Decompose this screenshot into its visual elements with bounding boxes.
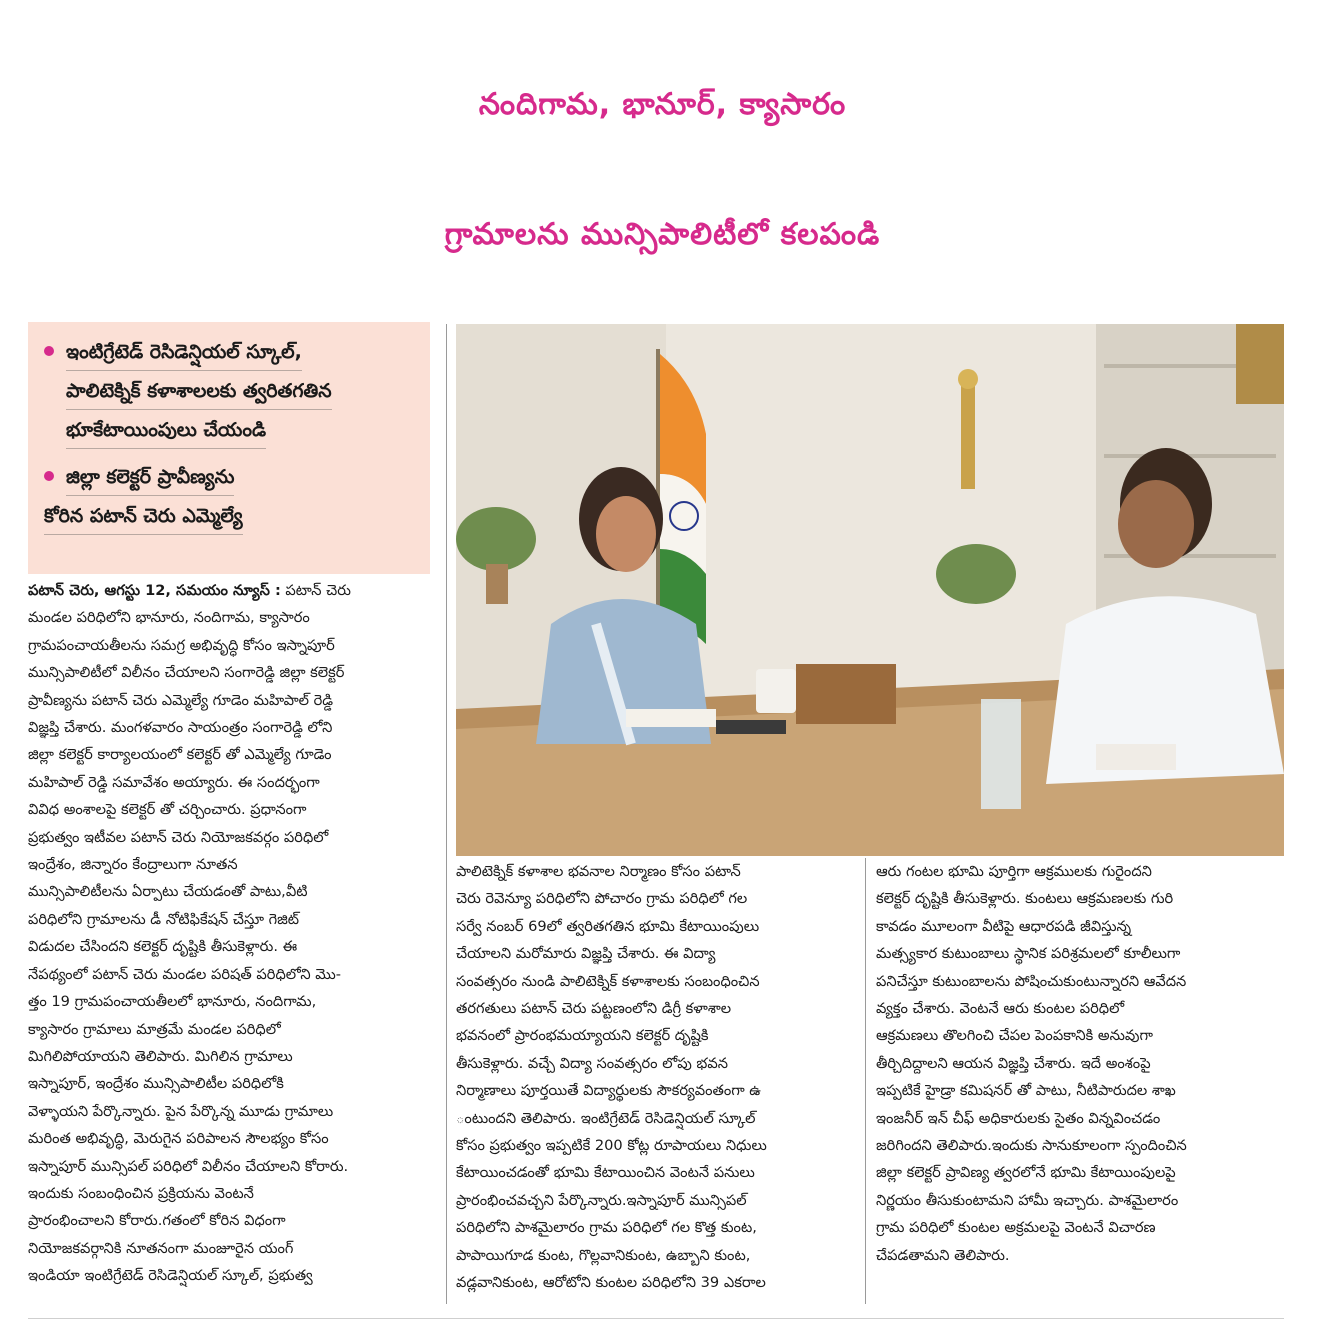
news-photo (456, 324, 1284, 856)
article-line: వడ్లవానికుంట, ఆరోటోని కుంటల పరిధిలోని 39 ఎకరాల (456, 1274, 766, 1292)
bullet-icon (44, 471, 54, 481)
article-line: ప్రారంభించాలని కోరారు.గతంలో కోరిన విధంగా (28, 1212, 286, 1230)
article-line: ఇండియా ఇంటిగ్రేటెడ్ రెసిడెన్షియల్ స్కూల్, ప్రభుత్వ (28, 1267, 313, 1285)
highlight-line: పాలిటెక్నిక్ కళాశాలలకు త్వరితగతిన (66, 373, 332, 410)
article-line: పాపాయిగూడ కుంట, గొల్లవానికుంట, ఉబ్బాని కుంట, (456, 1246, 751, 1264)
article-line: ఇంజనీర్ ఇన్ చీఫ్ అధికారులకు సైతం విన్నవించడం (876, 1109, 1161, 1127)
article-column-2 (456, 858, 856, 1297)
dateline: పటాన్ చెరు, ఆగస్టు 12, సమయం న్యూస్ : (28, 582, 281, 599)
article-line: క్యాసారం గ్రామాలు మాత్రమే మండల పరిధిలో (28, 1020, 281, 1038)
article-line: జిల్లా కలెక్టర్ ప్రావిణ్య త్వరలోనే భూమి కేటాయింపులపై (876, 1164, 1176, 1182)
highlight-line: భూకేటాయింపులు చేయండి (66, 412, 266, 449)
page-bottom-rule (28, 1318, 1284, 1319)
article-line: ప్రభుత్వం ఇటీవల పటాన్ చెరు నియోజకవర్గం పరిధిలో (28, 828, 329, 846)
article-line: వివిధ అంశాలపై కలెక్టర్ తో చర్చించారు. ప్రధానంగా (28, 801, 307, 819)
article-line: చెరు రెవెన్యూ పరిధిలోని పోచారం గ్రామ పరిధిలో గల (456, 890, 748, 908)
article-line: నియోజకవర్గానికి నూతనంగా మంజూరైన యంగ్ (28, 1239, 294, 1257)
article-line: ఇప్పటికే హైడ్రా కమిషనర్ తో పాటు, నీటిపారుదల శాఖ (876, 1082, 1176, 1100)
article-line: మండల పరిధిలోని భానూరు, నందిగామ, క్యాసారం (28, 609, 310, 627)
article-line: తరగతులు పటాన్ చెరు పట్టణంలోని డిగ్రీ కళాశాల (456, 1000, 732, 1018)
highlight-item (44, 334, 418, 451)
article-line: తీసుకెళ్లారు. వచ్చే విద్యా సంవత్సరం లోపు భవన (456, 1054, 728, 1072)
article-line: భవనంలో ప్రారంభమయ్యాయని కలెక్టర్ దృష్టికి (456, 1027, 709, 1045)
article-line: ఇందుకు సంబంధించిన ప్రక్రియను వెంటనే (28, 1184, 254, 1202)
article-line: చేపడతామని తెలిపారు. (876, 1246, 1010, 1264)
headline-line-2: గ్రామాలను మున్సిపాలిటీలో కలపండి (444, 217, 881, 252)
article-line: పరిధిలోని పాశమైలారం గ్రామ పరిధిలో గల కొత్త కుంట, (456, 1219, 757, 1237)
article-line: ఇస్నాపూర్, ఇంద్రేశం మున్సిపాలిటీల పరిధిలోకి (28, 1075, 284, 1093)
article-column-1 (28, 577, 440, 1290)
article-line: పరిధిలోని గ్రామాలను డీ నోటిఫికేషన్ చేస్తూ గెజిట్ (28, 910, 300, 928)
bullet-icon (44, 346, 54, 356)
article-line: ప్రారంభించవచ్చని పేర్కొన్నారు.ఇస్నాపూర్ మున్సిపల్ (456, 1191, 747, 1209)
article-line: తీర్చిదిద్దాలని ఆయన విజ్ఞప్తి చేశారు. ఇదే అంశంపై (876, 1054, 1151, 1072)
article-line: చేయాలని మరోమారు విజ్ఞప్తి చేశారు. ఈ విద్యా (456, 945, 716, 963)
article-line: ఆక్రమణలు తొలగించి చేపల పెంపకానికి అనువుగా (876, 1027, 1153, 1045)
article-line: విడుదల చేసిందని కలెక్టర్ దృష్టికి తీసుకెళ్లారు. ఈ (28, 938, 298, 956)
article-line: ంటుందని తెలిపారు. ఇంటిగ్రేటెడ్ రెసిడెన్షియల్ స్కూల్ (456, 1109, 756, 1127)
article-line: కేటాయించడంతో భూమి కేటాయించిన వెంటనే పనులు (456, 1164, 755, 1182)
highlights-box (28, 322, 430, 574)
article-line: వ్యక్తం చేశారు. వెంటనే ఆరు కుంటల పరిధిలో (876, 1000, 1125, 1018)
highlight-line: జిల్లా కలెక్టర్ ప్రావీణ్యను (66, 459, 234, 496)
article-line: గ్రామ పరిధిలో కుంటల అక్రమలపై వెంటనే విచారణ (876, 1219, 1156, 1237)
article-line (28, 577, 440, 604)
article-line: మరింత అభివృద్ధి, మెరుగైన పరిపాలన సౌలభ్యం కోసం (28, 1130, 329, 1148)
article-line-text: పటాన్ చెరు (280, 582, 351, 599)
article-line: సర్వే నంబర్ 69లో త్వరితగతిన భూమి కేటాయింపులు (456, 917, 760, 935)
article-line: కోసం ప్రభుత్వం ఇప్పటికే 200 కోట్ల రూపాయలు నిధులు (456, 1137, 767, 1155)
column-divider (865, 858, 866, 1304)
highlight-line: ఇంటిగ్రేటెడ్ రెసిడెన్షియల్ స్కూల్, (66, 334, 302, 371)
article-line: నిర్మాణాలు పూర్తయితే విద్యార్థులకు సౌకర్యవంతంగా ఉ (456, 1082, 761, 1100)
article-line: సంవత్సరం నుండి పాలిటెక్నిక్ కళాశాలకు సంబంధించిన (456, 972, 760, 990)
article-line: నిర్ణయం తీసుకుంటామని హామీ ఇచ్చారు. పాశమైలారం (876, 1191, 1179, 1209)
article-line: మహిపాల్ రెడ్డి సమావేశం అయ్యారు. ఈ సందర్భంగా (28, 773, 320, 791)
article-line: ఆరు గంటల భూమి పూర్తిగా ఆక్రములకు గురైందని (876, 863, 1152, 880)
article-line: జరిగిందని తెలిపారు.ఇందుకు సానుకూలంగా స్పందించిన (876, 1137, 1187, 1155)
highlight-line: కోరిన పటాన్ చెరు ఎమ్మెల్యే (44, 498, 243, 535)
article-line: జిల్లా కలెక్టర్ కార్యాలయంలో కలెక్టర్ తో ఎమ్మెల్యే గూడెం (28, 746, 332, 764)
article-line: నేపథ్యంలో పటాన్ చెరు మండల పరిషత్ పరిధిలోని మొ- (28, 965, 342, 983)
article-line: ఇస్నాపూర్ మున్సిపల్ పరిధిలో విలీనం చేయాలని కోరారు. (28, 1157, 349, 1175)
article-line: మున్సిపాలిటీలను ఏర్పాటు చేయడంతో పాటు,వీటి (28, 883, 308, 901)
article-line: పాలిటెక్నిక్ కళాశాల భవనాల నిర్మాణం కోసం పటాన్ (456, 863, 741, 880)
headline-line-1: నందిగామ, భానూర్, క్యాసారం (478, 87, 847, 122)
article-line: గ్రామపంచాయతీలను సమగ్ర అభివృద్ధి కోసం ఇస్నాపూర్ (28, 636, 335, 654)
column-divider (446, 324, 447, 1304)
article-column-3 (876, 858, 1284, 1269)
article-line: ఇంద్రేశం, జిన్నారం కేంద్రాలుగా నూతన (28, 856, 238, 874)
article-line: విజ్ఞప్తి చేశారు. మంగళవారం సాయంత్రం సంగారెడ్డి లోని (28, 719, 333, 737)
article-line: మత్స్యకార కుటుంబాలు స్థానిక పరిశ్రమలలో కూలీలుగా (876, 945, 1181, 963)
article-line: ప్రావీణ్యను పటాన్ చెరు ఎమ్మెల్యే గూడెం మహిపాల్ రెడ్డి (28, 691, 334, 709)
article-line: పనిచేస్తూ కుటుంబాలను పోషించుకుంటున్నారని ఆవేదన (876, 972, 1187, 990)
article-line: మిగిలిపోయాయని తెలిపారు. మిగిలిన గ్రామాలు (28, 1047, 293, 1065)
article-line: త్తం 19 గ్రామపంచాయతీలలో భానూరు, నందిగామ, (28, 993, 317, 1011)
article-line: కావడం మూలంగా వీటిపై ఆధారపడి జీవిస్తున్న (876, 917, 1132, 935)
highlight-item (44, 459, 418, 498)
article-line: మున్సిపాలిటీలో విలీనం చేయాలని సంగారెడ్డి జిల్లా కలెక్టర్ (28, 664, 345, 682)
article-line: వెళ్ళాయని పేర్కొన్నారు. పైన పేర్కొన్న మూడు గ్రామాలు (28, 1102, 334, 1120)
article-line: కలెక్టర్ దృష్టికి తీసుకెళ్లారు. కుంటలు ఆక్రమణలకు గురి (876, 890, 1174, 908)
